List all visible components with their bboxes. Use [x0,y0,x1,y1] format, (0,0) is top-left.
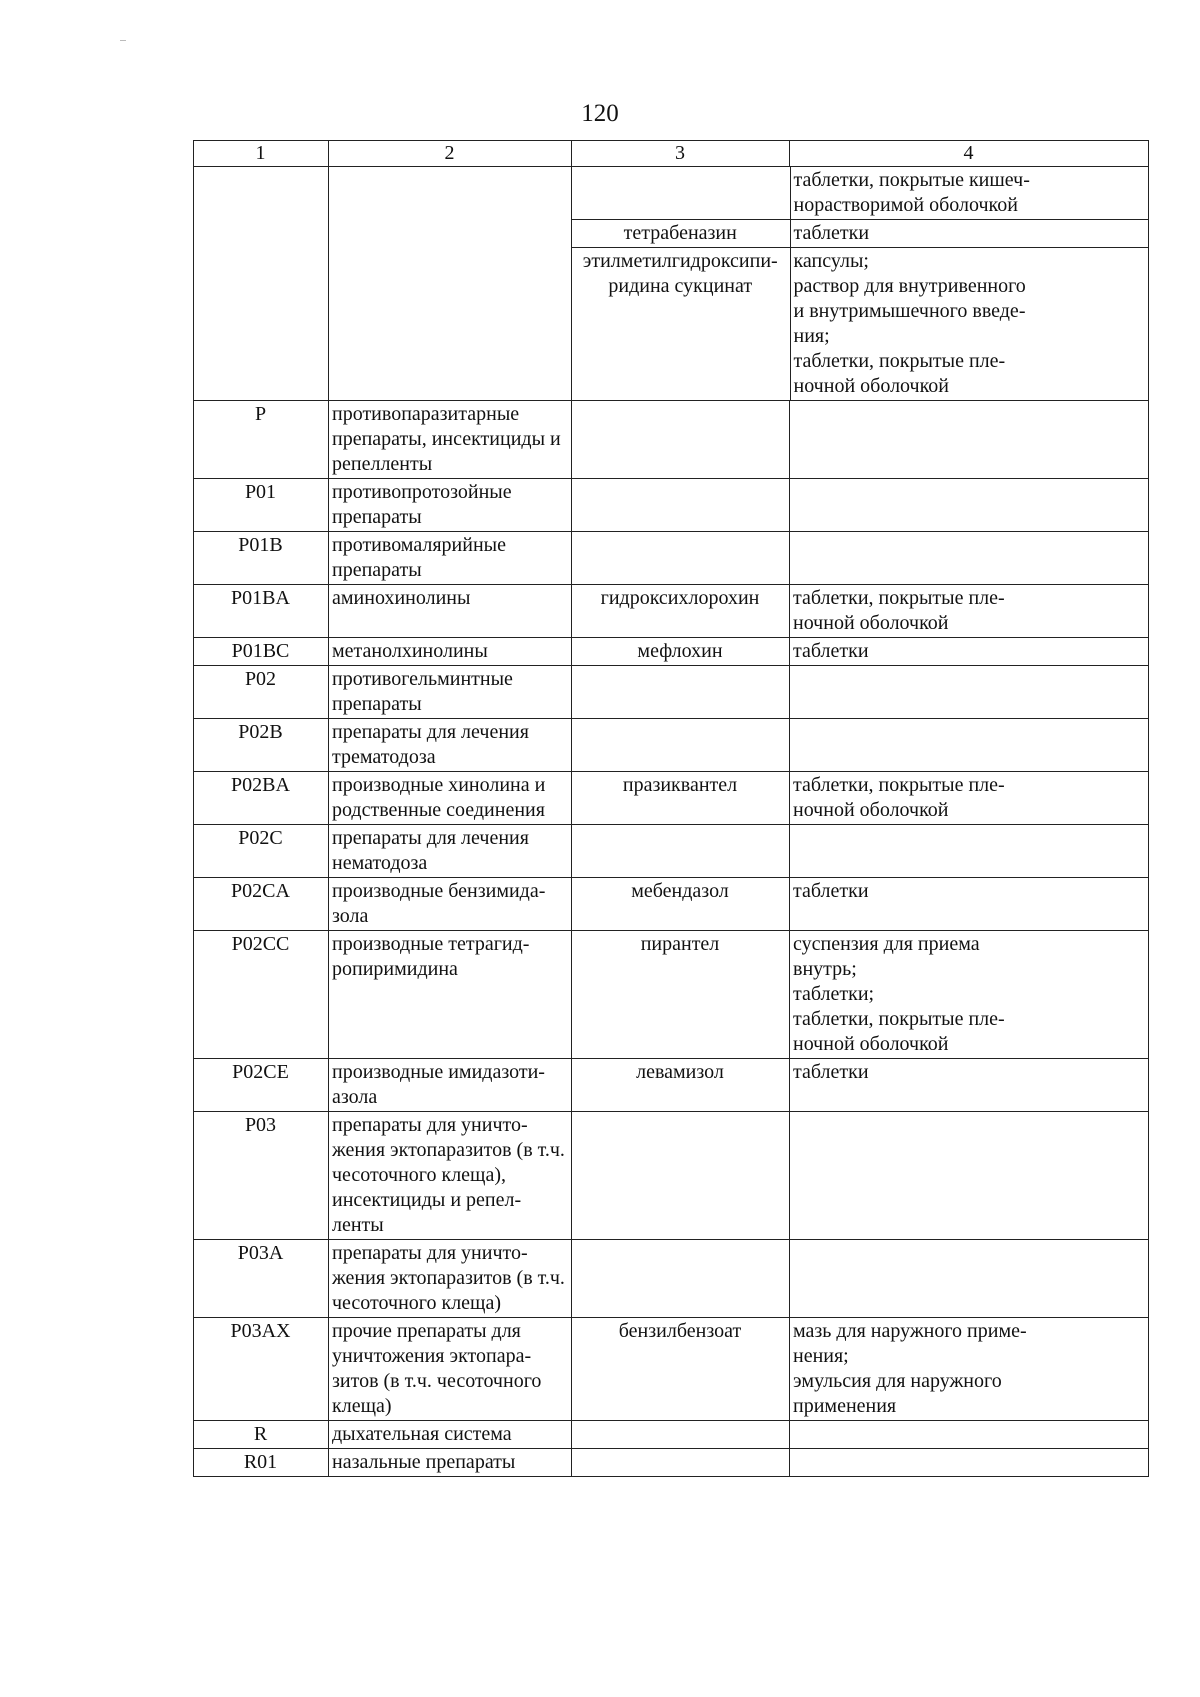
forms-cell [790,1112,1149,1240]
table-row [194,1240,1149,1318]
forms-cell [790,585,1149,638]
form-line: эмульсия для наружного [793,1370,1002,1392]
code-cell: P01B [194,532,329,585]
forms-cell [790,1059,1149,1112]
code-cell: P02CC [194,931,329,1059]
code-cell: P03AX [194,1318,329,1421]
inn-cell [572,1112,790,1240]
group-cell: прочие препараты для уничтожения эктопара-зитов (в т.ч. чесоточного клеща) [329,1318,572,1421]
header-col-3: 3 [572,141,790,167]
form-line: таблетки, покрытые пле- [793,774,1005,796]
form-line: таблетки [793,640,869,662]
group-cell: противомалярийные препараты [329,532,572,585]
table-body [194,141,1149,1477]
forms-cell [790,220,1149,248]
inn-cell [572,1449,790,1477]
inn-cell [572,1421,790,1449]
table-row [194,532,1149,585]
continuation-subrow [572,248,1149,401]
continuation-cell [572,167,1149,401]
scan-artifact [120,40,126,41]
forms-cell [790,1449,1149,1477]
code-cell: P02CE [194,1059,329,1112]
group-cell: противопаразитарные препараты, инсектициды и репелленты [329,401,572,479]
inn-cell [572,401,790,479]
header-col-2: 2 [329,141,572,167]
code-cell: P02BA [194,772,329,825]
group-cell: производные тетрагид-ропиримидина [329,931,572,1059]
form-line: норастворимой оболочкой [793,194,1018,216]
code-cell: P03A [194,1240,329,1318]
inn-cell [572,532,790,585]
table-row [194,878,1149,931]
code-cell: P02B [194,719,329,772]
inn-cell: этилметилгидроксипи- ридина сукцинат [572,248,790,401]
form-line: таблетки, покрытые пле- [793,350,1006,372]
inn-cell [572,666,790,719]
continuation-body [572,167,1149,400]
form-line: раствор для внутривенного [793,275,1026,297]
form-line: нения; [793,1345,849,1367]
group-cell: противогельминтные препараты [329,666,572,719]
forms-cell [790,878,1149,931]
table-row [194,638,1149,666]
forms-cell [790,1240,1149,1318]
table-row [194,585,1149,638]
inn-cell: гидроксихлорохин [572,585,790,638]
forms-cell [790,666,1149,719]
forms-cell [790,401,1149,479]
form-line: применения [793,1395,897,1417]
inn-cell [572,479,790,532]
group-cell: противопротозойные препараты [329,479,572,532]
inn-cell: празиквантел [572,772,790,825]
inn-cell [572,1240,790,1318]
inn-cell: мефлохин [572,638,790,666]
code-cell: P01BA [194,585,329,638]
group-cell: препараты для лечения трематодоза [329,719,572,772]
group-cell: назальные препараты [329,1449,572,1477]
forms-cell [790,167,1149,220]
form-line: ночной оболочкой [793,375,949,397]
inn-cell [572,825,790,878]
forms-cell [790,825,1149,878]
continuation-subtable [572,167,1149,400]
group-cell: препараты для лечения нематодоза [329,825,572,878]
code-cell [194,167,329,401]
form-line: ния; [793,325,830,347]
form-line: мазь для наружного приме- [793,1320,1027,1342]
table-row [194,772,1149,825]
table-row [194,719,1149,772]
table-row [194,479,1149,532]
forms-cell [790,719,1149,772]
forms-cell [790,1421,1149,1449]
group-cell: аминохинолины [329,585,572,638]
group-cell: производные бензимида-зола [329,878,572,931]
continuation-subrow [572,167,1149,220]
forms-cell [790,638,1149,666]
form-line: таблетки, покрытые пле- [793,587,1005,609]
form-line: таблетки [793,222,870,244]
inn-cell [572,167,790,220]
group-cell: метанолхинолины [329,638,572,666]
form-line: таблетки [793,880,869,902]
code-cell: P03 [194,1112,329,1240]
drug-table [193,140,1149,1477]
forms-cell [790,532,1149,585]
continuation-row [194,167,1149,401]
inn-cell [572,719,790,772]
table-row [194,1421,1149,1449]
group-cell: препараты для уничто-жения эктопаразитов (в т.ч. чесоточного клеща), инсектициды и репел-ленты [329,1112,572,1240]
header-row [194,141,1149,167]
forms-cell [790,772,1149,825]
header-col-1: 1 [194,141,329,167]
forms-cell [790,931,1149,1059]
code-cell: R [194,1421,329,1449]
inn-cell: мебендазол [572,878,790,931]
header-col-4: 4 [790,141,1149,167]
form-line: внутрь; [793,958,857,980]
table-row [194,1318,1149,1421]
group-cell: препараты для уничто-жения эктопаразитов (в т.ч. чесоточного клеща) [329,1240,572,1318]
group-cell: производные хинолина и родственные соединения [329,772,572,825]
form-line: таблетки [793,1061,869,1083]
form-line: ночной оболочкой [793,799,949,821]
code-cell: P02CA [194,878,329,931]
form-line: ночной оболочкой [793,1033,949,1055]
form-line: ночной оболочкой [793,612,949,634]
table-row [194,825,1149,878]
form-line: таблетки; [793,983,875,1005]
form-line: капсулы; [793,250,869,272]
form-line: и внутримышечного введе- [793,300,1026,322]
code-cell: P01BC [194,638,329,666]
table-row [194,1112,1149,1240]
forms-cell [790,248,1149,401]
form-line: таблетки, покрытые кишеч- [793,169,1030,191]
code-cell: P02C [194,825,329,878]
inn-cell: тетрабеназин [572,220,790,248]
form-line: суспензия для приема [793,933,980,955]
table-row [194,1449,1149,1477]
form-line: таблетки, покрытые пле- [793,1008,1005,1030]
group-cell: дыхательная система [329,1421,572,1449]
forms-cell [790,479,1149,532]
code-cell: P [194,401,329,479]
table-row [194,1059,1149,1112]
table-row [194,666,1149,719]
code-cell: P01 [194,479,329,532]
code-cell: R01 [194,1449,329,1477]
inn-cell: бензилбензоат [572,1318,790,1421]
table-row [194,931,1149,1059]
continuation-subrow [572,220,1149,248]
page-number: 120 [581,100,619,127]
inn-cell: левамизол [572,1059,790,1112]
table-row [194,401,1149,479]
group-cell: производные имидазоти-азола [329,1059,572,1112]
forms-cell [790,1318,1149,1421]
code-cell: P02 [194,666,329,719]
group-cell [329,167,572,401]
inn-cell: пирантел [572,931,790,1059]
